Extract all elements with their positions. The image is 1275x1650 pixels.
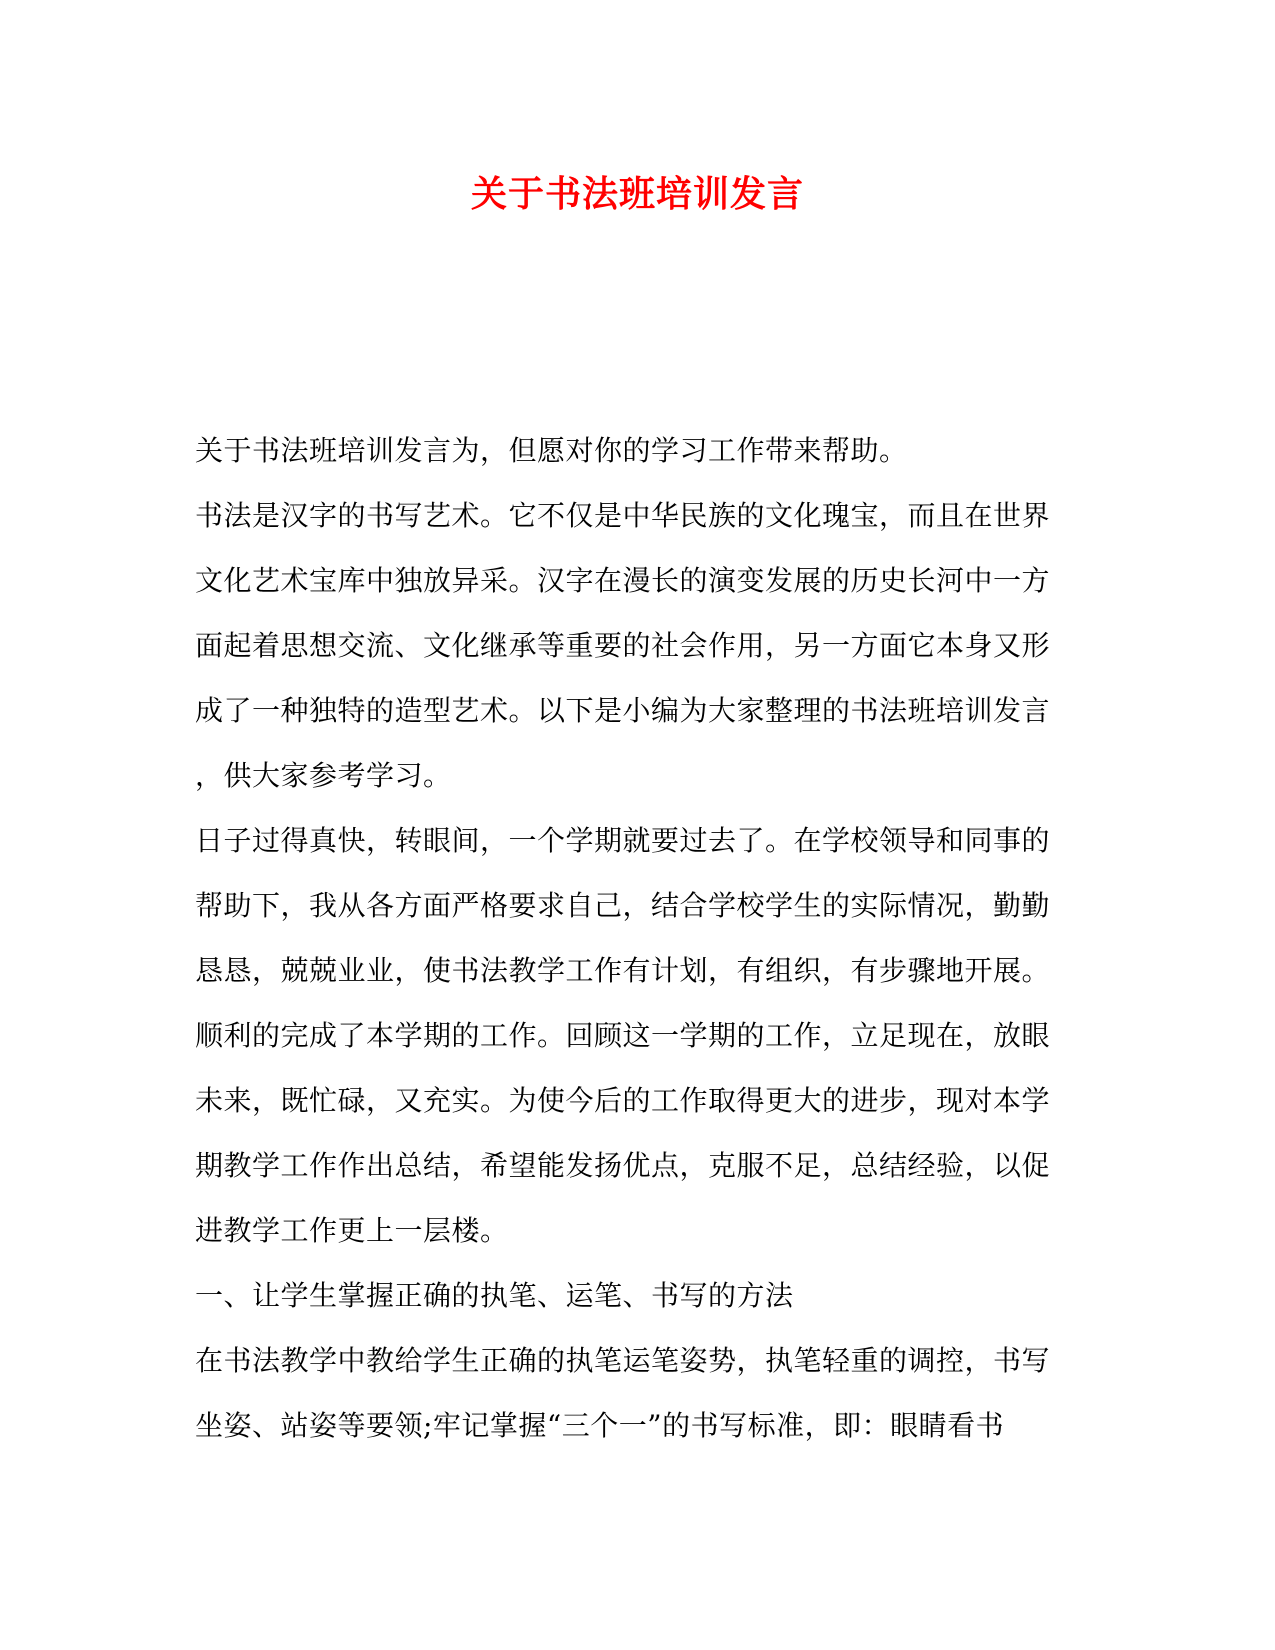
body-line: 恳恳，兢兢业业，使书法教学工作有计划，有组织，有步骤地开展。 — [195, 954, 1051, 987]
body-line: 顺利的完成了本学期的工作。回顾这一学期的工作，立足现在，放眼 — [195, 1019, 1051, 1052]
document-body — [195, 418, 1075, 1458]
body-line: 文化艺术宝库中独放异采。汉字在漫长的演变发展的历史长河中一方 — [195, 564, 1051, 597]
body-line: 书法是汉字的书写艺术。它不仅是中华民族的文化瑰宝，而且在世界 — [195, 499, 1051, 532]
body-line: 面起着思想交流、文化继承等重要的社会作用，另一方面它本身又形 — [195, 629, 1051, 662]
body-line: 帮助下，我从各方面严格要求自己，结合学校学生的实际情况，勤勤 — [195, 889, 1051, 922]
body-line: ，供大家参考学习。 — [195, 759, 452, 792]
body-line: 在书法教学中教给学生正确的执笔运笔姿势，执笔轻重的调控，书写 — [195, 1344, 1051, 1377]
section-heading: 一、让学生掌握正确的执笔、运笔、书写的方法 — [195, 1279, 794, 1312]
body-line: 进教学工作更上一层楼。 — [195, 1214, 509, 1247]
body-line: 期教学工作作出总结，希望能发扬优点，克服不足，总结经验，以促 — [195, 1149, 1051, 1182]
body-line: 日子过得真快，转眼间，一个学期就要过去了。在学校领导和同事的 — [195, 824, 1051, 857]
body-line: 未来，既忙碌，又充实。为使今后的工作取得更大的进步，现对本学 — [195, 1084, 1051, 1117]
body-line: 成了一种独特的造型艺术。以下是小编为大家整理的书法班培训发言 — [195, 694, 1051, 727]
body-line: 关于书法班培训发言为，但愿对你的学习工作带来帮助。 — [195, 434, 908, 467]
body-line: 坐姿、站姿等要领;牢记掌握“三个一”的书写标准，即：眼睛看书 — [195, 1409, 1005, 1442]
document-title: 关于书法班培训发言 — [470, 173, 804, 215]
